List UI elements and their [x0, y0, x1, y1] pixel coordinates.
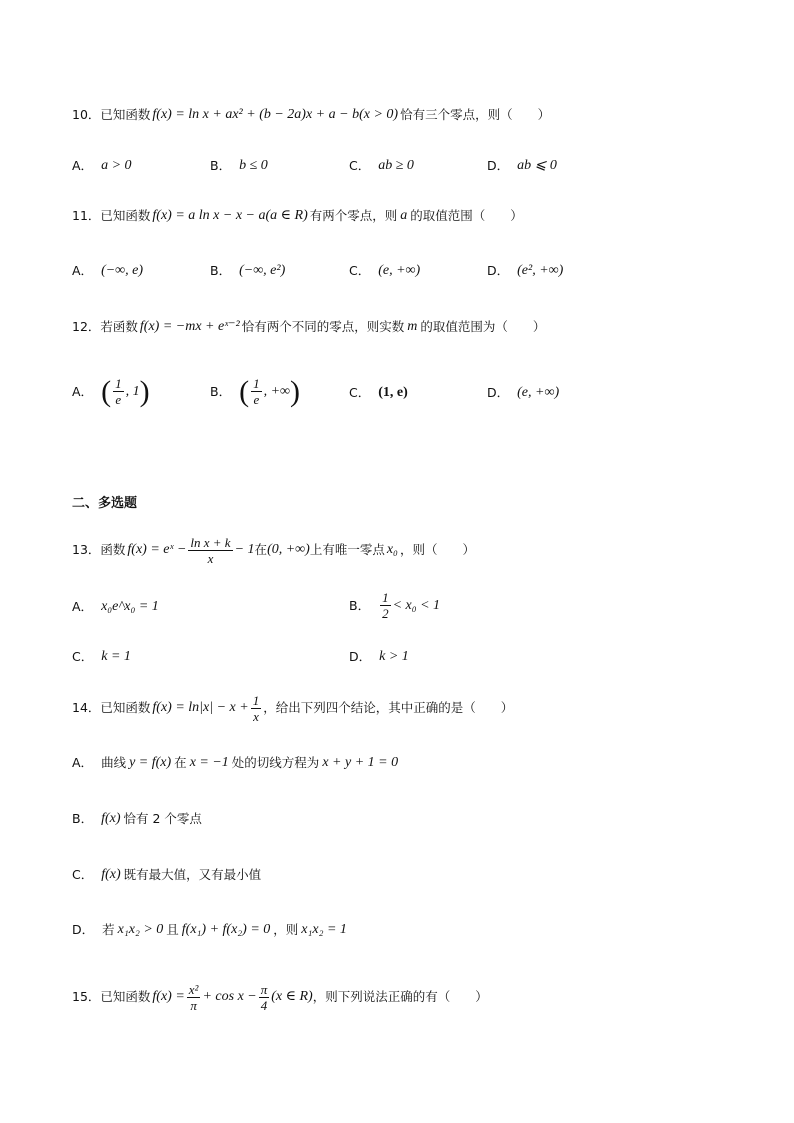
question-10 [72, 106, 550, 124]
option-text: k > 1 [379, 649, 409, 664]
fraction-denominator: x [253, 708, 259, 724]
option-text: 若 [102, 922, 115, 937]
q11-option-c [349, 262, 420, 280]
option-formula: f(x₁) + f(x₂) = 0 [181, 922, 271, 937]
question-12-suffix-2: 的取值范围为（ ） [420, 319, 546, 334]
option-label: B． [210, 383, 232, 399]
option-text: (−∞, e²) [239, 263, 286, 278]
q13-option-c [72, 648, 131, 666]
option-text: 既有最大值，又有最小值 [123, 867, 262, 882]
option-formula: y = f(x) [129, 755, 172, 770]
question-15 [72, 978, 488, 1016]
option-text: 曲线 [101, 755, 127, 770]
question-12-variable: m [407, 319, 418, 334]
q12-option-b [210, 376, 300, 407]
fraction-numerator: 1 [115, 376, 122, 391]
option-text: ab ≥ 0 [378, 158, 414, 173]
option-label: D． [487, 385, 510, 400]
option-label: D． [487, 158, 510, 173]
q13-option-a [72, 598, 159, 616]
q11-option-d [487, 262, 563, 280]
fraction [113, 376, 124, 407]
option-label: A． [72, 755, 94, 770]
question-10-formula: f(x) = ln x + ax² + (b − 2a)x + a − b(x > 0) [152, 107, 399, 122]
question-14-prefix: 14．已知函数 [72, 700, 151, 715]
option-label: B． [210, 158, 232, 173]
option-label: D． [349, 649, 372, 664]
option-label: A． [72, 383, 94, 399]
question-11-formula: f(x) = a ln x − x − a(a ∈ R) [152, 208, 308, 223]
q13-option-d [349, 648, 409, 666]
option-formula: x + y + 1 = 0 [322, 755, 399, 770]
question-12-suffix-1: 恰有两个不同的零点，则实数 [241, 319, 405, 334]
option-text: 且 [166, 922, 179, 937]
option-text: a > 0 [101, 158, 132, 173]
fraction-numerator: ln x + k [190, 534, 231, 550]
q14-option-b [72, 810, 202, 828]
question-11-suffix-2: 的取值范围（ ） [410, 208, 523, 223]
option-text: (e², +∞) [517, 263, 564, 278]
question-15-formula-b: + cos x − [202, 989, 257, 1004]
question-14-formula: f(x) = ln|x| − x + [152, 700, 249, 715]
question-11-variable: a [400, 208, 408, 223]
fraction [187, 982, 201, 1013]
left-paren: ( [239, 374, 250, 408]
q14-option-d [72, 921, 350, 939]
section-title: 二、多选题 [72, 496, 138, 511]
question-15-formula-a: f(x) = [152, 989, 185, 1004]
fraction-denominator: 2 [382, 606, 389, 621]
left-paren: ( [101, 374, 112, 408]
q11-option-a [72, 262, 143, 280]
option-text: (−∞, e) [101, 263, 144, 278]
option-text: b ≤ 0 [239, 158, 268, 173]
fraction [188, 535, 232, 566]
fraction-numerator: 1 [382, 590, 389, 605]
option-text: (e, +∞) [517, 385, 560, 400]
question-13-mid: 在 [254, 542, 268, 557]
fraction-numerator: x² [188, 981, 199, 997]
fraction-numerator: 1 [253, 376, 260, 391]
fraction-denominator: e [253, 392, 260, 407]
q11-option-b [210, 262, 285, 280]
option-label: A． [72, 599, 94, 614]
option-label: A． [72, 158, 94, 173]
option-text: 恰有 2 个零点 [123, 811, 202, 826]
question-15-formula-c: (x ∈ R) [271, 989, 313, 1004]
question-13-variable: x₀ [386, 542, 398, 557]
option-label: C． [349, 158, 371, 173]
option-formula: f(x) [101, 811, 121, 826]
fraction [259, 982, 270, 1013]
q12-option-a [72, 376, 150, 407]
option-text: 在 [174, 755, 187, 770]
q14-option-c [72, 866, 261, 884]
option-label: B． [210, 263, 232, 278]
fraction [251, 376, 262, 407]
option-text: (1, e) [378, 385, 408, 400]
question-13-suffix-2: ，则（ ） [399, 542, 475, 557]
option-text: ab ⩽ 0 [517, 158, 557, 173]
q13-option-b [349, 590, 440, 621]
option-tail: < x₀ < 1 [392, 597, 441, 613]
option-formula: x₁x₂ > 0 [117, 922, 164, 937]
question-13-formula-b: − 1 [234, 542, 255, 557]
q10-option-b [210, 157, 268, 175]
option-text: ，则 [273, 922, 299, 937]
question-13-suffix-1: 上有唯一零点 [309, 542, 385, 557]
q12-option-c [349, 384, 408, 402]
question-10-suffix: 恰有三个零点，则（ ） [400, 107, 551, 122]
fraction-denominator: e [115, 392, 122, 407]
right-paren: ) [139, 374, 150, 408]
question-11-suffix-1: 有两个零点，则 [309, 208, 398, 223]
question-12 [72, 318, 545, 336]
option-tail: , +∞ [263, 383, 291, 399]
q14-option-a [72, 754, 401, 772]
question-15-prefix: 15．已知函数 [72, 989, 151, 1004]
option-text: k = 1 [101, 649, 131, 664]
question-10-prefix: 10．已知函数 [72, 107, 151, 122]
fraction [380, 590, 391, 621]
fraction-numerator: π [260, 981, 268, 997]
option-tail: , 1 [125, 383, 140, 399]
option-label: C． [349, 263, 371, 278]
option-label: B． [349, 597, 371, 613]
question-13-formula-a: f(x) = eˣ − [127, 542, 187, 557]
question-14-suffix: ，给出下列四个结论，其中正确的是（ ） [263, 700, 514, 715]
question-11-prefix: 11．已知函数 [72, 208, 151, 223]
option-label: B． [72, 811, 94, 826]
fraction-denominator: x [207, 550, 214, 566]
question-15-suffix: ，则下列说法正确的有（ ） [312, 989, 488, 1004]
question-13-prefix: 13．函数 [72, 542, 126, 557]
question-13-interval: (0, +∞) [267, 542, 310, 557]
option-text: 处的切线方程为 [231, 755, 320, 770]
option-label: A． [72, 263, 94, 278]
fraction-denominator: π [190, 997, 197, 1013]
fraction-denominator: 4 [260, 997, 268, 1013]
option-label: C． [72, 867, 94, 882]
fraction [251, 693, 262, 724]
option-label: C． [72, 649, 94, 664]
option-label: D． [487, 263, 510, 278]
question-13 [72, 532, 475, 568]
option-text: x₀e^x₀ = 1 [101, 599, 159, 614]
q10-option-c [349, 157, 414, 175]
option-formula: f(x) [101, 867, 121, 882]
option-formula: x = −1 [189, 755, 229, 770]
option-label: D． [72, 922, 95, 937]
question-12-prefix: 12．若函数 [72, 319, 138, 334]
option-formula: x₁x₂ = 1 [301, 922, 347, 937]
q10-option-d [487, 157, 557, 175]
option-text: (e, +∞) [378, 263, 421, 278]
right-paren: ) [290, 374, 301, 408]
question-14 [72, 690, 513, 726]
option-label: C． [349, 385, 371, 400]
q12-option-d [487, 384, 559, 402]
question-12-formula: f(x) = −mx + eˣ⁻² [139, 319, 240, 334]
fraction-numerator: 1 [252, 692, 260, 708]
q10-option-a [72, 157, 132, 175]
question-11 [72, 207, 523, 225]
